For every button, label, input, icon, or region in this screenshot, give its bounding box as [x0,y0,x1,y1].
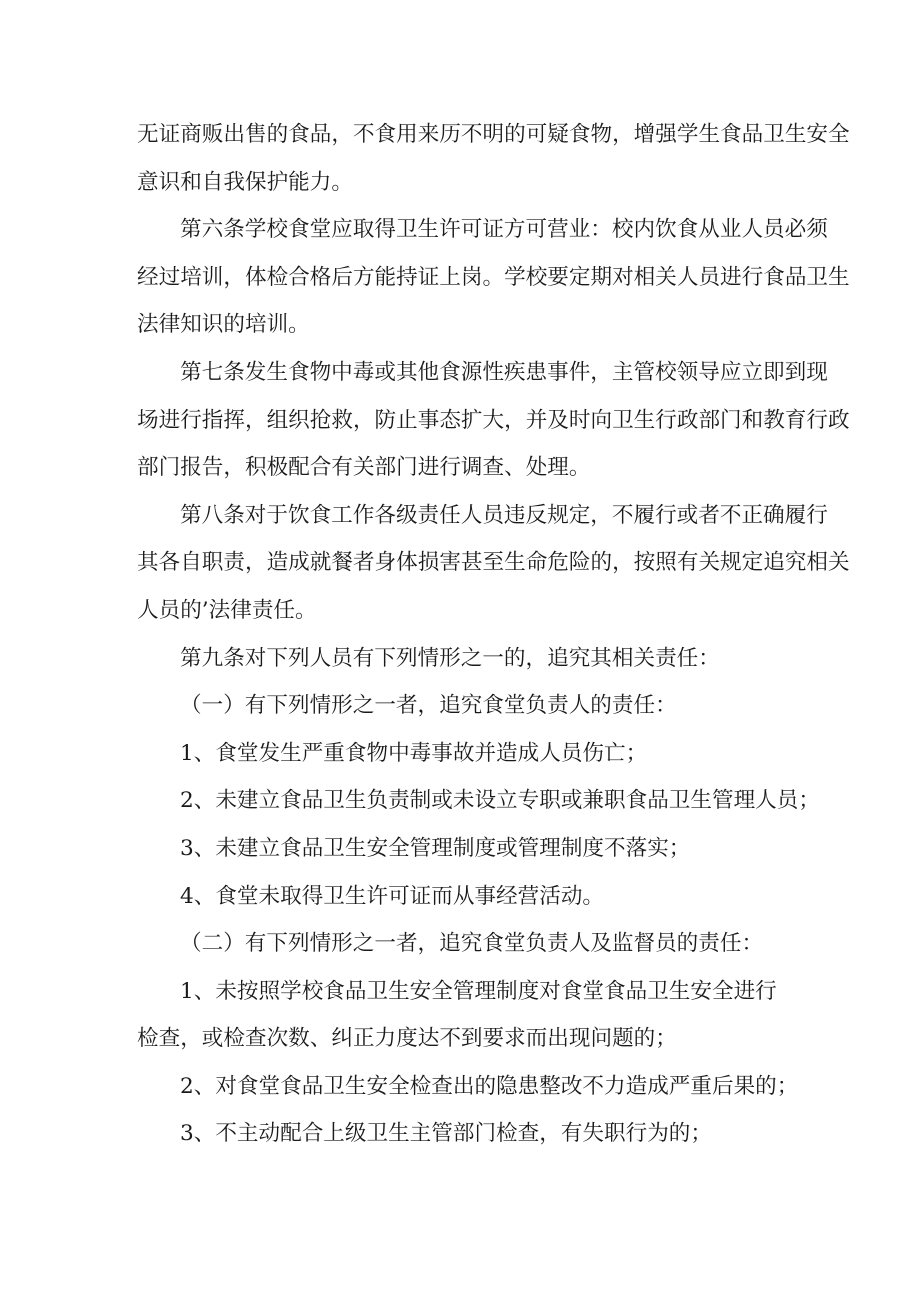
text-line: 第七条发生食物中毒或其他食源性疾患事件，主管校领导应立即到现 [180,359,828,385]
text-line: 检查，或检查次数、纠正力度达不到要求而出现问题的； [137,1026,677,1052]
text-line: 2、对食堂食品卫生安全检查出的隐患整改不力造成严重后果的； [180,1073,799,1099]
text-line: 第八条对于饮食工作各级责任人员违反规定，不履行或者不正确履行 [180,502,828,528]
text-line: 无证商贩出售的食品，不食用来历不明的可疑食物，增强学生食品卫生安全 [137,122,850,147]
text-line: 人员的’法律责任。 [137,597,317,623]
text-line: 2、未建立食品卫生负责制或未设立专职或兼职食品卫生管理人员； [180,788,820,814]
document-page [137,111,850,1158]
text-line: （一）有下列情形之一者，追究食堂负责人的责任： [180,693,677,719]
text-line: 场进行指挥，组织抢救，防止事态扩大，并及时向卫生行政部门和教育行政 [137,407,850,433]
text-line: 其各自职责，造成就餐者身体损害甚至生命危险的，按照有关规定追究相关 [137,550,850,576]
text-line: 意识和自我保护能力。 [137,169,353,195]
text-line: 3、不主动配合上级卫生主管部门检查，有失职行为的； [180,1121,712,1147]
text-line: 1、未按照学校食品卫生安全管理制度对食堂食品卫生安全进行 [180,978,777,1004]
text-line: 法律知识的培训。 [137,312,310,338]
text-line: 部门报告，积极配合有关部门进行调查、处理。 [137,455,591,481]
text-line: 1、食堂发生严重食物中毒事故并造成人员伤亡； [180,740,648,766]
text-line: 经过培训，体检合格后方能持证上岗。学校要定期对相关人员进行食品卫生 [137,264,850,290]
text-line: 第九条对下列人员有下列情形之一的，追究其相关责任： [180,645,720,671]
text-line: 4、食堂未取得卫生许可证而从事经营活动。 [180,883,605,909]
text-line: 第六条学校食堂应取得卫生许可证方可营业：校内饮食从业人员必须 [180,217,828,243]
text-line: （二）有下列情形之一者，追究食堂负责人及监督员的责任： [180,931,764,957]
text-line: 3、未建立食品卫生安全管理制度或管理制度不落实； [180,835,691,861]
